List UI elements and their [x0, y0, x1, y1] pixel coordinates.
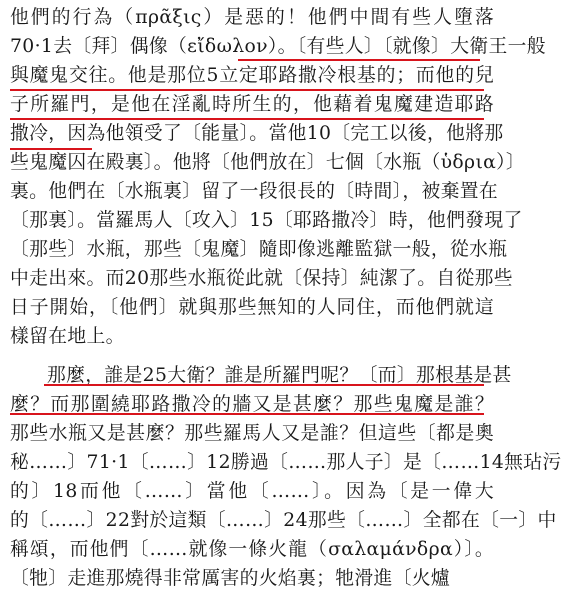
red-underline — [44, 384, 484, 386]
text-line: 〔那裏〕。當羅馬人〔攻入〕15〔耶路撒冷〕時，他們發現了 — [10, 210, 523, 231]
text-line: 與魔鬼交往。他是那位5立定耶路撒冷根基的；而他的兒 — [10, 65, 494, 86]
text-line: 稱頌，而他們〔……就像一條火龍（σαλαμάνδρα）〕。 — [10, 539, 494, 560]
red-underline — [10, 148, 92, 150]
text-line: 些鬼魔囚在殿裏〕。他將〔他們放在〕七個〔水瓶（ὑδρια）〕 — [10, 152, 526, 173]
text-line: 秘……〕71·1〔……〕12勝過〔……那人子〕是〔……14無玷污 — [10, 452, 562, 473]
text-line: 〔牠〕走進那燒得非常厲害的火焰裏；牠滑進〔火爐 — [10, 568, 451, 589]
text-line: 樣留在地上。 — [10, 326, 125, 347]
paragraph-gap — [10, 351, 494, 361]
text-line: 的〕18而他〔……〕當他〔……〕。因為〔是一偉大 — [10, 481, 494, 502]
text-line: 那些水瓶又是甚麼？那些羅馬人又是誰？但這些〔都是奧 — [10, 423, 494, 444]
text-line: 日子開始，〔他們〕就與那些無知的人同住，而他們就這 — [10, 297, 494, 318]
text-line: 他們的行為（πρᾶξις）是惡的！他們中間有些人墮落 — [10, 7, 494, 28]
text-line: 70·1去〔拜〕偶像（εἴδωλον）。〔有些人〕〔就像〕大衛王一般 — [10, 36, 546, 57]
text-line: 裏。他們在〔水瓶裏〕留了一段很長的〔時間〕，被棄置在 — [10, 181, 499, 202]
red-underline — [238, 59, 480, 61]
text-line: 〔那些〕水瓶，那些〔鬼魔〕隨即像逃離監獄一般，從水瓶 — [10, 239, 508, 260]
text-line: 麼？而那圍繞耶路撒冷的牆又是甚麼？那些鬼魔是誰？ — [10, 394, 494, 415]
red-underline — [10, 413, 484, 415]
red-underline — [10, 118, 484, 120]
text-line: 子所羅門，是他在淫亂時所生的，他藉着鬼魔建造耶路 — [10, 94, 494, 115]
text-line: 中走出來。而20那些水瓶從此就〔保持〕純潔了。自從那些 — [10, 268, 513, 289]
text-line: 撒冷，因為他領受了〔能量〕。當他10〔完工以後，他將那 — [10, 123, 504, 144]
text-line: 那麼，誰是25大衛？誰是所羅門呢？〔而〕那根基是甚 — [47, 365, 512, 386]
text-line: 的〔……〕22對於這類〔……〕24那些〔……〕全都在〔一〕中 — [10, 510, 557, 531]
red-underline — [10, 89, 484, 91]
